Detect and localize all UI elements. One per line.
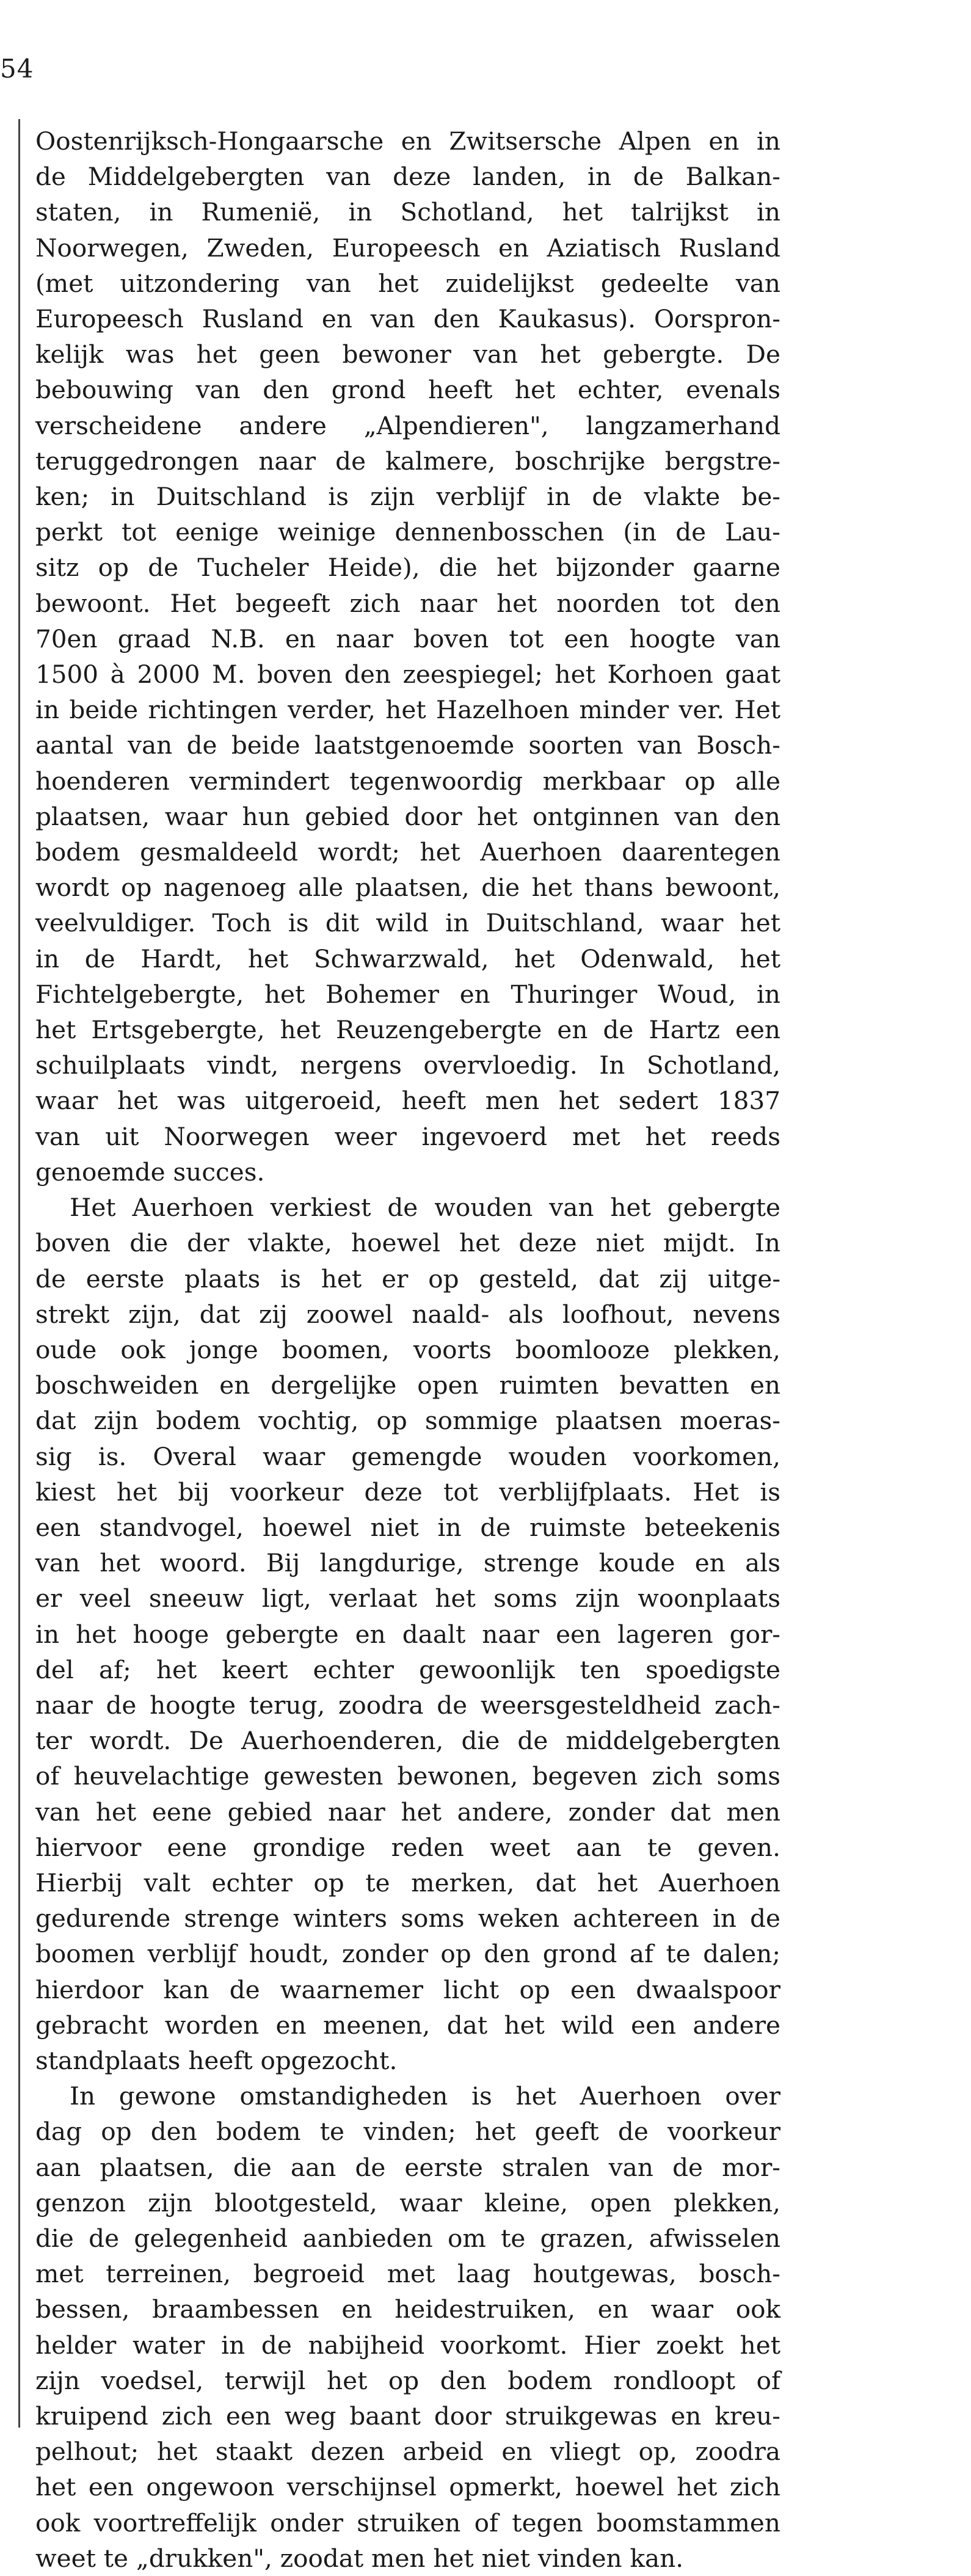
text-line: (met uitzondering van het zuidelijkst gedeelte van xyxy=(35,268,780,298)
text-line: verscheidene andere „Alpendieren", langzamerhand xyxy=(35,410,780,440)
text-line: zijn voedsel, terwijl het op den bodem rondloopt of xyxy=(35,2365,780,2395)
text-line: bessen, braambessen en heidestruiken, en waar ook xyxy=(35,2294,780,2324)
text-line: gebracht worden en meenen, dat het wild een andere xyxy=(35,2010,780,2040)
paragraph xyxy=(35,2078,780,2576)
text-line: genzon zijn blootgesteld, waar kleine, open plekken, xyxy=(35,2188,780,2218)
text-line: 70en graad N.B. en naar boven tot een hoogte van xyxy=(35,624,780,653)
text-line: de eerste plaats is het er op gesteld, dat zij uitge- xyxy=(35,1264,780,1293)
text-line: in het hooge gebergte en daalt naar een lageren gor- xyxy=(35,1619,780,1649)
text-line: In gewone omstandigheden is het Auerhoen over xyxy=(70,2081,780,2111)
text-line: sig is. Overal waar gemengde wouden voorkomen, xyxy=(35,1441,780,1471)
text-line: ter wordt. De Auerhoenderen, die de middelgebergten xyxy=(35,1726,780,1756)
text-line: hiervoor eene grondige reden weet aan te geven. xyxy=(35,1832,780,1862)
text-line: Oostenrijksch-Hongaarsche en Zwitsersche Alpen en in xyxy=(35,126,780,156)
text-line: veelvuldiger. Toch is dit wild in Duitschland, waar het xyxy=(35,908,780,938)
text-line: weet te „drukken", zoodat men het niet vinden kan. xyxy=(35,2543,684,2573)
text-line: teruggedrongen naar de kalmere, boschrijke bergstre- xyxy=(35,446,780,476)
left-margin-rule xyxy=(18,119,20,2428)
text-line: ook voortreffelijk onder struiken of tegen boomstammen xyxy=(35,2508,780,2538)
text-line: Europeesch Rusland en van den Kaukasus). Oorspron- xyxy=(35,304,780,334)
text-line: helder water in de nabijheid voorkomt. Hier zoekt het xyxy=(35,2330,780,2360)
paragraph xyxy=(35,123,780,1190)
text-line: in de Hardt, het Schwarzwald, het Odenwald, het xyxy=(35,944,780,973)
text-line: pelhout; het staakt dezen arbeid en vliegt op, zoodra xyxy=(35,2437,780,2467)
text-line: bewoont. Het begeeft zich naar het noorden tot den xyxy=(35,588,780,618)
text-line: of heuvelachtige gewesten bewonen, begeven zich soms xyxy=(35,1761,780,1791)
text-line: ken; in Duitschland is zijn verblijf in de vlakte be- xyxy=(35,482,780,512)
text-line: kelijk was het geen bewoner van het gebergte. De xyxy=(35,340,780,369)
text-line: genoemde succes. xyxy=(35,1157,265,1187)
text-line: bebouwing van den grond heeft het echter, evenals xyxy=(35,375,780,405)
text-line: Noorwegen, Zweden, Europeesch en Aziatisch Rusland xyxy=(35,233,780,263)
text-line: staten, in Rumenië, in Schotland, het talrijkst in xyxy=(35,197,780,227)
text-line: oude ook jonge boomen, voorts boomlooze plekken, xyxy=(35,1334,780,1364)
text-line: perkt tot eenige weinige dennenbosschen (in de Lau- xyxy=(35,517,780,547)
text-line: Hierbij valt echter op te merken, dat het Auerhoen xyxy=(35,1868,780,1897)
text-line: hierdoor kan de waarnemer licht op een dwaalspoor xyxy=(35,1974,780,2004)
text-line: er veel sneeuw ligt, verlaat het soms zijn woonplaats xyxy=(35,1584,780,1614)
text-line: Fichtelgebergte, het Bohemer en Thuringer Woud, in xyxy=(35,979,780,1009)
text-line: het Ertsgebergte, het Reuzengebergte en de Hartz een xyxy=(35,1015,780,1045)
text-line: 1500 à 2000 M. boven den zeespiegel; het Korhoen gaat xyxy=(35,660,780,689)
text-line: del af; het keert echter gewoonlijk ten spoedigste xyxy=(35,1654,780,1684)
text-line: plaatsen, waar hun gebied door het ontginnen van den xyxy=(35,801,780,831)
paragraph xyxy=(35,1190,780,2078)
text-line: aantal van de beide laatstgenoemde soorten van Bosch- xyxy=(35,730,780,760)
text-line: dat zijn bodem vochtig, op sommige plaatsen moeras- xyxy=(35,1406,780,1436)
text-line: sitz op de Tucheler Heide), die het bijzonder gaarne xyxy=(35,553,780,583)
text-line: een standvogel, hoewel niet in de ruimste beteekenis xyxy=(35,1512,780,1542)
text-line: gedurende strenge winters soms weken achtereen in de xyxy=(35,1904,780,1934)
text-line: kruipend zich een weg baant door struikgewas en kreu- xyxy=(35,2401,780,2431)
text-line: boven die der vlakte, hoewel het deze niet mijdt. In xyxy=(35,1228,780,1258)
text-column xyxy=(35,123,780,2576)
text-line: hoenderen vermindert tegenwoordig merkbaar op alle xyxy=(35,766,780,796)
text-line: kiest het bij voorkeur deze tot verblijfplaats. Het is xyxy=(35,1477,780,1507)
text-line: boschweiden en dergelijke open ruimten bevatten en xyxy=(35,1370,780,1400)
page-number: 54 xyxy=(0,54,34,84)
text-line: naar de hoogte terug, zoodra de weersgesteldheid zach- xyxy=(35,1690,780,1720)
text-line: waar het was uitgeroeid, heeft men het sedert 1837 xyxy=(35,1086,780,1116)
text-line: het een ongewoon verschijnsel opmerkt, hoewel het zich xyxy=(35,2472,780,2502)
text-line: die de gelegenheid aanbieden om te grazen, afwisselen xyxy=(35,2223,780,2253)
text-line: standplaats heeft opgezocht. xyxy=(35,2045,398,2075)
text-line: aan plaatsen, die aan de eerste stralen van de mor- xyxy=(35,2152,780,2182)
text-line: boomen verblijf houdt, zonder op den grond af te dalen; xyxy=(35,1939,780,1969)
text-line: dag op den bodem te vinden; het geeft de voorkeur xyxy=(35,2117,780,2147)
text-line: in beide richtingen verder, het Hazelhoen minder ver. Het xyxy=(35,695,780,725)
text-line: strekt zijn, dat zij zoowel naald- als loofhout, nevens xyxy=(35,1299,780,1329)
text-line: wordt op nagenoeg alle plaatsen, die het thans bewoont, xyxy=(35,873,780,903)
text-line: bodem gesmaldeeld wordt; het Auerhoen daarentegen xyxy=(35,837,780,867)
text-line: van het woord. Bij langdurige, strenge koude en als xyxy=(35,1548,780,1578)
text-line: met terreinen, begroeid met laag houtgewas, bosch- xyxy=(35,2259,780,2289)
text-line: Het Auerhoen verkiest de wouden van het gebergte xyxy=(70,1193,780,1223)
text-line: van uit Noorwegen weer ingevoerd met het reeds xyxy=(35,1121,780,1151)
text-line: van het eene gebied naar het andere, zonder dat men xyxy=(35,1797,780,1827)
text-line: de Middelgebergten van deze landen, in de Balkan- xyxy=(35,162,780,192)
text-line: schuilplaats vindt, nergens overvloedig. In Schotland, xyxy=(35,1050,780,1080)
